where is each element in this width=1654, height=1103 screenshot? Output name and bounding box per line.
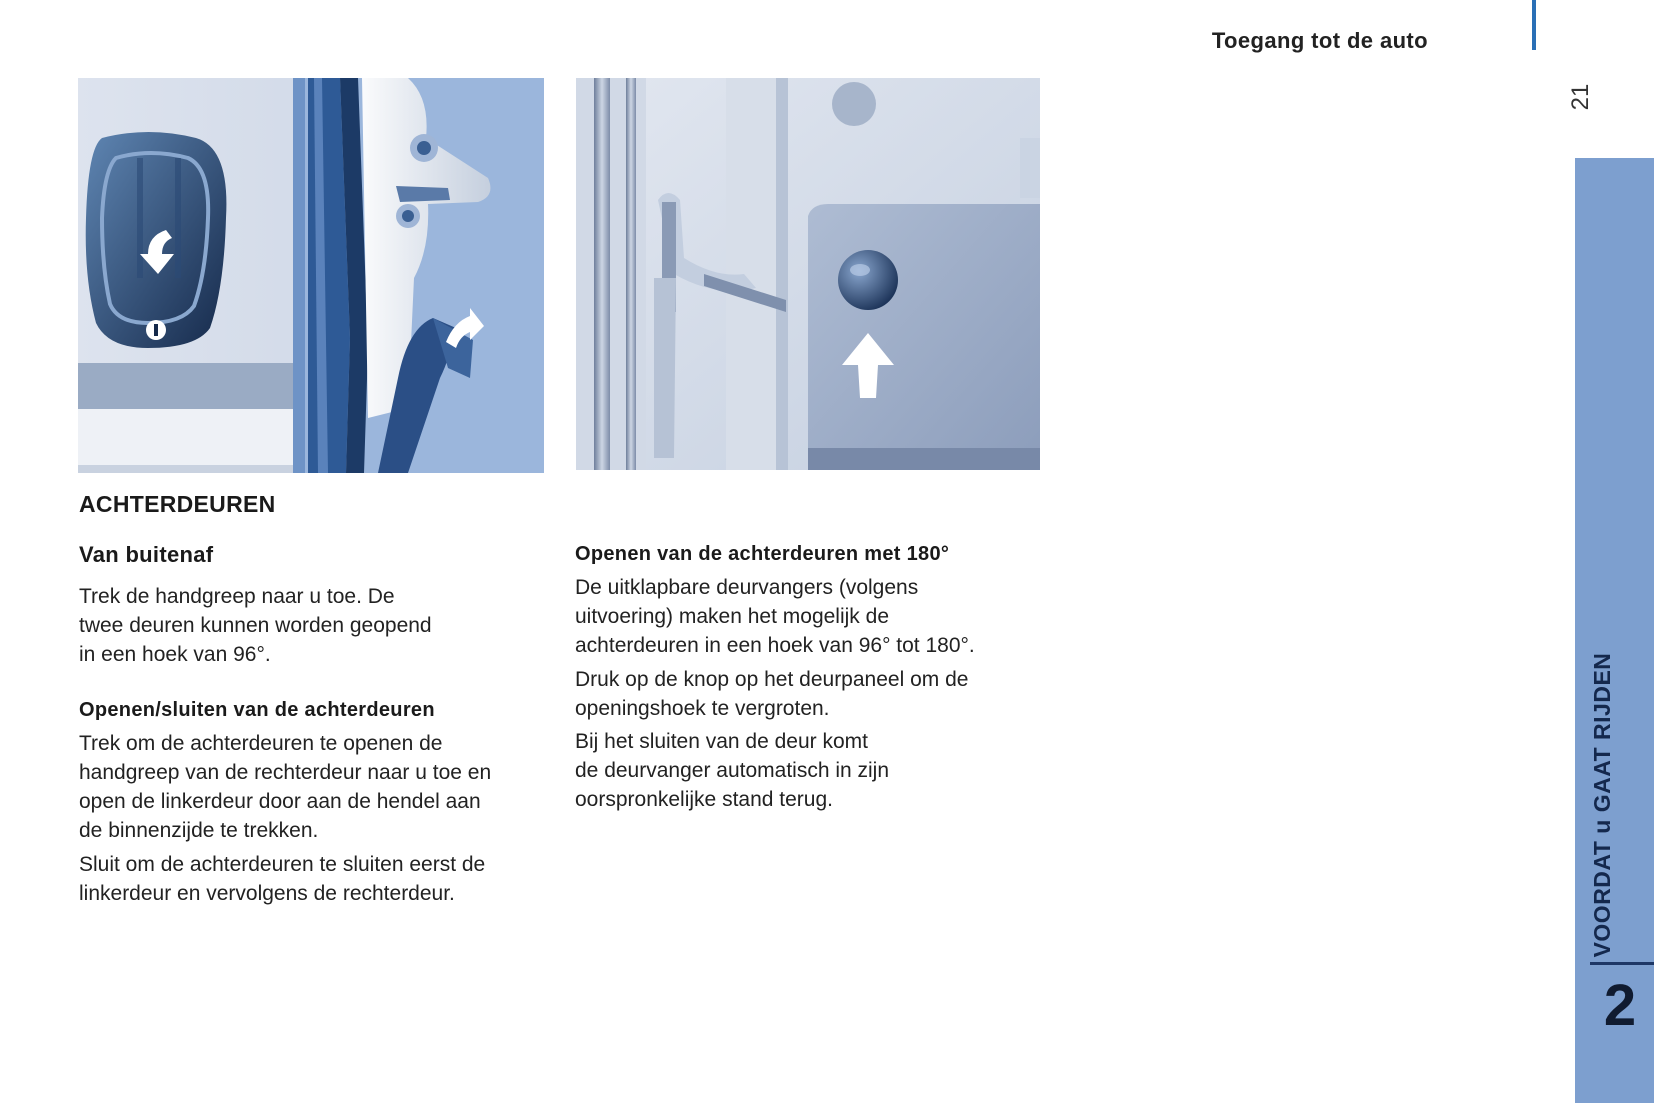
- right-paragraph-3: [575, 727, 1045, 814]
- open-close-heading: Openen/sluiten van de achterdeuren: [79, 699, 435, 721]
- paragraph-line: achterdeuren in een hoek van 96° tot 180°.: [575, 634, 975, 657]
- right-paragraph-2: [575, 665, 1045, 723]
- door-catch-drawing: [576, 78, 1040, 470]
- paragraph-line: oorspronkelijke stand terug.: [575, 788, 833, 811]
- door-catch-button-illustration: [576, 78, 1040, 470]
- subtitle-van-buitenaf: Van buitenaf: [79, 542, 214, 567]
- running-header-title: Toegang tot de auto: [1211, 28, 1428, 53]
- open-close-heading-block: [79, 696, 549, 725]
- section-title: ACHTERDEUREN: [79, 491, 276, 517]
- paragraph-line: De uitklapbare deurvangers (volgens: [575, 576, 919, 599]
- intro-paragraph: [79, 582, 549, 669]
- right-paragraph-1: [575, 573, 1045, 660]
- paragraph-line: twee deuren kunnen worden geopend: [79, 614, 432, 637]
- paragraph-line: Sluit om de achterdeuren te sluiten eerst de: [79, 853, 486, 876]
- chapter-number: 2: [1603, 973, 1637, 1038]
- chapter-tab-rule: [1590, 962, 1654, 965]
- subtitle-block: [79, 540, 549, 569]
- paragraph-line: linkerdeur en vervolgens de rechterdeur.: [79, 882, 455, 905]
- open-180-heading: Openen van de achterdeuren met 180°: [575, 543, 950, 565]
- paragraph-line: de deurvanger automatisch in zijn: [575, 759, 890, 782]
- left-column: [79, 490, 549, 519]
- paragraph-line: open de linkerdeur door aan de hendel aan: [79, 790, 481, 813]
- paragraph-line: uitvoering) maken het mogelijk de: [575, 605, 889, 628]
- paragraph-line: de binnenzijde te trekken.: [79, 819, 319, 842]
- close-paragraph: [79, 850, 549, 908]
- paragraph-line: handgreep van de rechterdeur naar u toe en: [79, 761, 492, 784]
- paragraph-line: Trek om de achterdeuren te openen de: [79, 732, 443, 755]
- right-heading-block: [575, 540, 1045, 569]
- paragraph-line: Bij het sluiten van de deur komt: [575, 730, 868, 753]
- rear-door-handle-drawing: [78, 78, 544, 473]
- paragraph-line: Druk op de knop op het deurpaneel om de: [575, 668, 969, 691]
- open-paragraph: [79, 729, 549, 845]
- chapter-tab-label: VOORDAT u GAAT RIJDEN: [1589, 652, 1615, 958]
- header-accent-rule: [1532, 0, 1536, 50]
- paragraph-line: Trek de handgreep naar u toe. De: [79, 585, 395, 608]
- paragraph-line: in een hoek van 96°.: [79, 643, 271, 666]
- rear-door-handle-illustration: [78, 78, 544, 473]
- paragraph-line: openingshoek te vergroten.: [575, 697, 830, 720]
- page-number: 21: [1567, 83, 1594, 111]
